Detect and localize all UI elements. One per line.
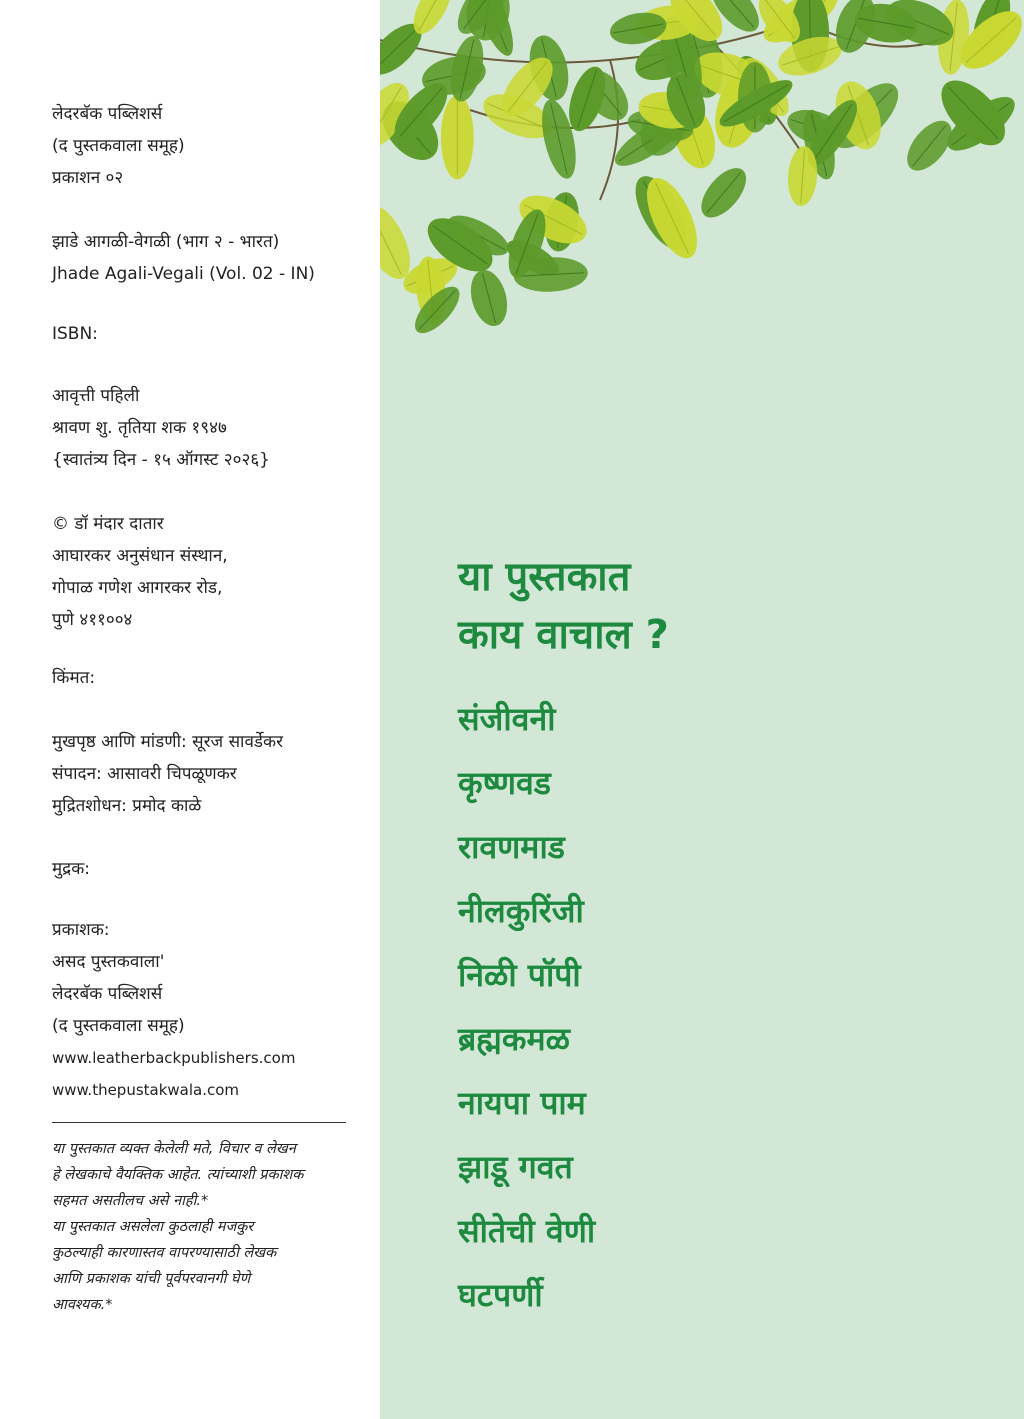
contents-item: झाडू गवत bbox=[458, 1148, 573, 1186]
contents-list bbox=[458, 693, 978, 1333]
contents-heading bbox=[458, 548, 978, 664]
imprint-line: (द पुस्तकवाला समूह) bbox=[52, 1016, 185, 1036]
divider bbox=[52, 1122, 346, 1123]
heading-line: काय वाचाल ? bbox=[458, 612, 669, 658]
imprint-line: मुखपृष्ठ आणि मांडणी: सूरज सावर्डेकर bbox=[52, 732, 284, 752]
contents-item: नायपा पाम bbox=[458, 1084, 586, 1122]
imprint-line: {स्वातंत्र्य दिन - १५ ऑगस्ट २०२६} bbox=[52, 450, 270, 470]
imprint-line: प्रकाशक: bbox=[52, 920, 110, 940]
price-label bbox=[52, 662, 372, 694]
imprint-page bbox=[0, 0, 380, 1419]
contents-page bbox=[380, 0, 1024, 1419]
book-title-info bbox=[52, 226, 372, 290]
heading-line: या पुस्तकात bbox=[458, 554, 631, 600]
isbn-label bbox=[52, 318, 372, 350]
imprint-line: लेदरबॅक पब्लिशर्स bbox=[52, 104, 163, 124]
disclaimer-line: सहमत असतीलच असे नाही.* bbox=[52, 1193, 209, 1209]
publisher-block bbox=[52, 914, 372, 1106]
imprint-line: लेदरबॅक पब्लिशर्स bbox=[52, 984, 163, 1004]
printer-label bbox=[52, 853, 372, 885]
disclaimer-line: कुठल्याही कारणास्तव वापरण्यासाठी लेखक bbox=[52, 1245, 277, 1261]
imprint-line: गोपाळ गणेश आगरकर रोड, bbox=[52, 578, 223, 598]
disclaimer-line: हे लेखकाचे वैयक्तिक आहेत. त्यांच्याशी प्रकाशक bbox=[52, 1167, 304, 1183]
copyright-info bbox=[52, 508, 372, 636]
edition-info bbox=[52, 380, 372, 476]
imprint-line: © डॉ मंदार दातार bbox=[52, 514, 164, 534]
contents-item: ब्रह्मकमळ bbox=[458, 1020, 570, 1058]
leaf bbox=[441, 95, 474, 179]
disclaimer-line: आणि प्रकाशक यांची पूर्वपरवानगी घेणे bbox=[52, 1271, 251, 1287]
website-link[interactable]: www.leatherbackpublishers.com bbox=[52, 1049, 296, 1067]
disclaimer-line: आवश्यक.* bbox=[52, 1297, 113, 1313]
imprint-line: असद पुस्तकवाला' bbox=[52, 952, 165, 972]
publisher-info bbox=[52, 98, 372, 194]
contents-item: संजीवनी bbox=[458, 700, 556, 738]
contents-item: सीतेची वेणी bbox=[458, 1212, 596, 1250]
website-link[interactable]: www.thepustakwala.com bbox=[52, 1081, 240, 1099]
imprint-line: (द पुस्तकवाला समूह) bbox=[52, 136, 185, 156]
contents-item: नीलकुरिंजी bbox=[458, 892, 584, 930]
contents-item: रावणमाड bbox=[458, 828, 565, 866]
imprint-line: आवृत्ती पहिली bbox=[52, 386, 140, 406]
disclaimer-line: या पुस्तकात असलेला कुठलाही मजकुर bbox=[52, 1219, 254, 1235]
leaf bbox=[465, 266, 513, 330]
isbn-text: ISBN: bbox=[52, 324, 98, 344]
credits-info bbox=[52, 726, 372, 822]
disclaimer-line: या पुस्तकात व्यक्त केलेली मते, विचार व लेखन bbox=[52, 1141, 296, 1157]
imprint-line: श्रावण शु. तृतिया शक १९४७ bbox=[52, 418, 227, 438]
imprint-line: प्रकाशन ०२ bbox=[52, 168, 124, 188]
leaves-illustration bbox=[380, 0, 1024, 350]
contents-item: घटपर्णी bbox=[458, 1276, 543, 1314]
imprint-line: संपादन: आसावरी चिपळूणकर bbox=[52, 764, 237, 784]
price-text: किंमत: bbox=[52, 668, 96, 688]
title-marathi: झाडे आगळी-वेगळी (भाग २ - भारत) bbox=[52, 232, 280, 252]
imprint-line: मुद्रितशोधन: प्रमोद काळे bbox=[52, 796, 202, 816]
imprint-line: आघारकर अनुसंधान संस्थान, bbox=[52, 546, 228, 566]
leaf bbox=[693, 160, 754, 225]
contents-item: निळी पॉपी bbox=[458, 956, 581, 994]
contents-item: कृष्णवड bbox=[458, 764, 551, 802]
title-english: Jhade Agali-Vegali (Vol. 02 - IN) bbox=[52, 264, 315, 284]
disclaimer bbox=[52, 1136, 362, 1318]
imprint-line: पुणे ४११००४ bbox=[52, 610, 133, 630]
printer-text: मुद्रक: bbox=[52, 859, 90, 879]
